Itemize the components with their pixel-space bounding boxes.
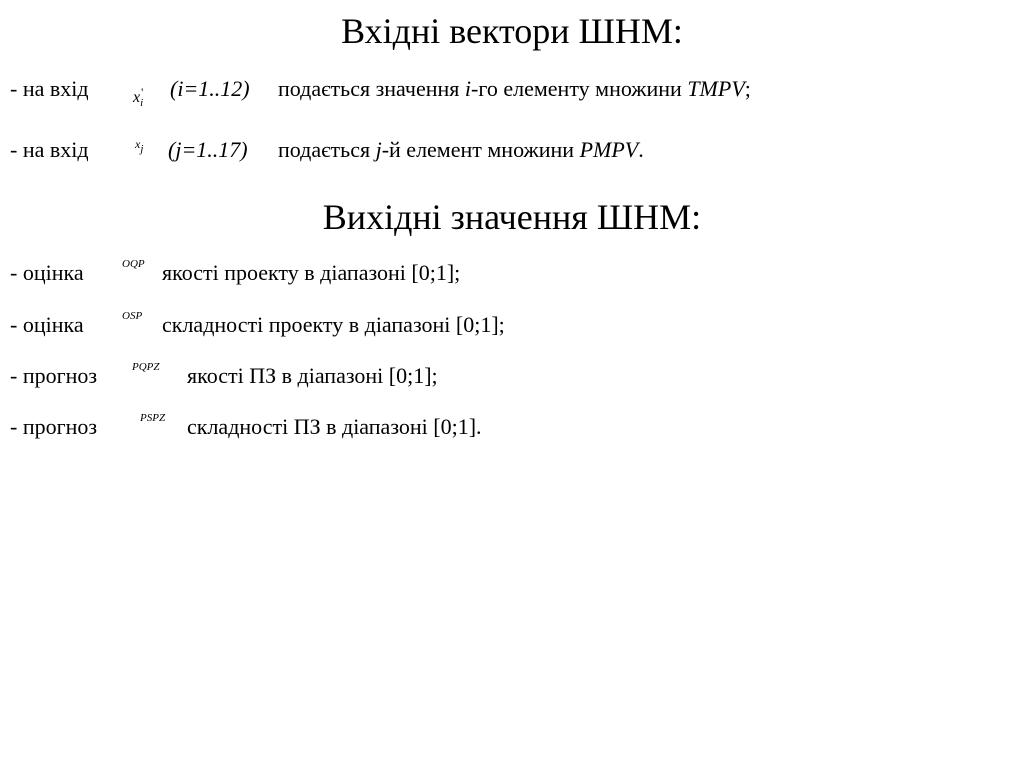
output-2-text: складності проекту в діапазоні [0;1]; [162,312,505,337]
input-2-symbol: $x_j$ [135,137,144,155]
input-1-description: подається значення i-го елементу множини TMPV; [278,76,751,101]
output-4-text: складності ПЗ в діапазоні [0;1]. [187,414,482,439]
output-1-prefix: - оцінка [10,260,84,285]
input-2-prefix: - на вхід [10,137,89,162]
output-3-symbol: PQPZ [132,361,160,373]
output-2-prefix: - оцінка [10,312,84,337]
outputs-heading: Вихідні значення ШНМ: [322,197,702,237]
input-2-range: (j=1..17) [168,137,248,162]
input-1-symbol: $x_i'$ [133,85,144,109]
output-3-text: якості ПЗ в діапазоні [0;1]; [187,363,438,388]
output-1-text: якості проекту в діапазоні [0;1]; [162,260,461,285]
output-4-prefix: - прогноз [10,414,98,439]
input-1-range: (i=1..12) [170,76,250,101]
input-2-description: подається j-й елемент множини PMPV. [278,137,644,162]
output-2-symbol: OSP [122,310,143,322]
output-3-prefix: - прогноз [10,363,98,388]
output-1-symbol: OQP [122,258,145,270]
inputs-heading: Вхідні вектори ШНМ: [341,11,683,51]
output-4-symbol: PSPZ [140,412,166,424]
input-1-prefix: - на вхід [10,76,89,101]
